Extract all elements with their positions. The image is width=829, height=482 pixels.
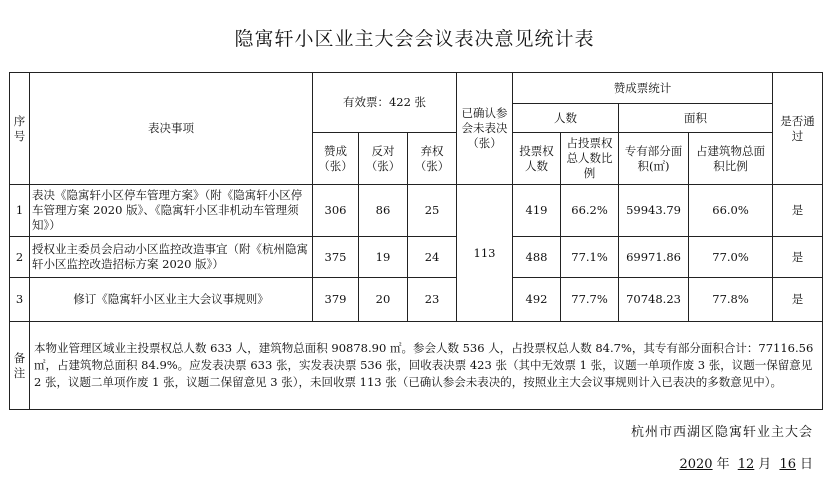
- header-people: 人数: [513, 104, 619, 133]
- header-item: 表决事项: [30, 73, 313, 185]
- header-valid-votes: 有效票：422 张: [313, 73, 457, 133]
- row-passed: 是: [773, 278, 823, 322]
- header-people-ratio: 占投票权总人数比例: [561, 133, 619, 185]
- row-passed: 是: [773, 185, 823, 237]
- header-row-1: [10, 73, 823, 104]
- header-area: 面积: [619, 104, 773, 133]
- row-people-ratio: 77.7%: [561, 278, 619, 322]
- row-no: 19: [359, 237, 408, 278]
- row-abstain: 24: [408, 237, 457, 278]
- row-abstain: 23: [408, 278, 457, 322]
- footer-date: [675, 453, 813, 472]
- row-item: 修订《隐寓轩小区业主大会议事规则》: [30, 278, 313, 322]
- row-no: 86: [359, 185, 408, 237]
- row-area-ratio: 77.0%: [689, 237, 773, 278]
- row-own-area: 70748.23: [619, 278, 689, 322]
- date-day: 16: [779, 457, 796, 472]
- header-vote-people: 投票权人数: [513, 133, 561, 185]
- note-label: 备注: [10, 322, 30, 410]
- vote-statistics-table: [9, 72, 823, 410]
- row-item: 表决《隐寓轩小区停车管理方案》（附《隐寓轩小区停车管理方案 2020 版》、《隐寓轩小区非机动车管理须知》）: [30, 185, 313, 237]
- date-day-unit: 日: [799, 457, 813, 472]
- table-row: [10, 185, 823, 237]
- header-seq: 序号: [10, 73, 30, 185]
- row-no: 20: [359, 278, 408, 322]
- note-row: [10, 322, 823, 410]
- row-vote-people: 488: [513, 237, 561, 278]
- header-area-ratio: 占建筑物总面积比例: [689, 133, 773, 185]
- row-area-ratio: 77.8%: [689, 278, 773, 322]
- header-abstain: 弃权（张）: [408, 133, 457, 185]
- row-vote-people: 419: [513, 185, 561, 237]
- header-confirmed: 已确认参会未表决（张）: [457, 73, 513, 185]
- header-passed: 是否通过: [773, 73, 823, 185]
- date-year: 2020: [679, 457, 713, 472]
- row-seq: 2: [10, 237, 30, 278]
- row-item: 授权业主委员会启动小区监控改造事宜（附《杭州隐寓轩小区监控改造招标方案 2020 版》）: [30, 237, 313, 278]
- page-title: 隐寓轩小区业主大会会议表决意见统计表: [234, 28, 595, 50]
- note-text: 本物业管理区域业主投票权总人数 633 人，建筑物总面积 90878.90 ㎡。参会人数 536 人，占投票权总人数 84.7%，其专有部分面积合计：77116.56 ㎡，占建筑物总面积 84.9%。应发表决票 633 张，实发表决票 536 张，回收表决票 423 张（其中无效票 1 张，议题一单项作废 3 张，议题一保留意见 2 张，议题二单项作废 1 张，议题二保留意见 3 张），未回收票 113 张（已确认参会未表决的，按照业主大会议事规则计入已表决的多数意见中）。: [30, 322, 823, 410]
- row-people-ratio: 77.1%: [561, 237, 619, 278]
- date-month: 12: [737, 457, 755, 472]
- row-yes: 306: [313, 185, 359, 237]
- row-yes: 379: [313, 278, 359, 322]
- date-month-unit: 月: [758, 457, 772, 472]
- row-seq: 3: [10, 278, 30, 322]
- row-vote-people: 492: [513, 278, 561, 322]
- row-passed: 是: [773, 237, 823, 278]
- footer-organization: 杭州市西湖区隐寓轩业主大会: [630, 425, 813, 440]
- row-own-area: 59943.79: [619, 185, 689, 237]
- header-own-area: 专有部分面积(㎡): [619, 133, 689, 185]
- row-abstain: 25: [408, 185, 457, 237]
- confirmed-value: 113: [457, 185, 513, 322]
- header-yes: 赞成（张）: [313, 133, 359, 185]
- row-yes: 375: [313, 237, 359, 278]
- row-area-ratio: 66.0%: [689, 185, 773, 237]
- table-row: [10, 278, 823, 322]
- header-approve-stats: 赞成票统计: [513, 73, 773, 104]
- row-people-ratio: 66.2%: [561, 185, 619, 237]
- row-seq: 1: [10, 185, 30, 237]
- table-row: [10, 237, 823, 278]
- row-own-area: 69971.86: [619, 237, 689, 278]
- header-no: 反对（张）: [359, 133, 408, 185]
- date-year-unit: 年: [716, 457, 730, 472]
